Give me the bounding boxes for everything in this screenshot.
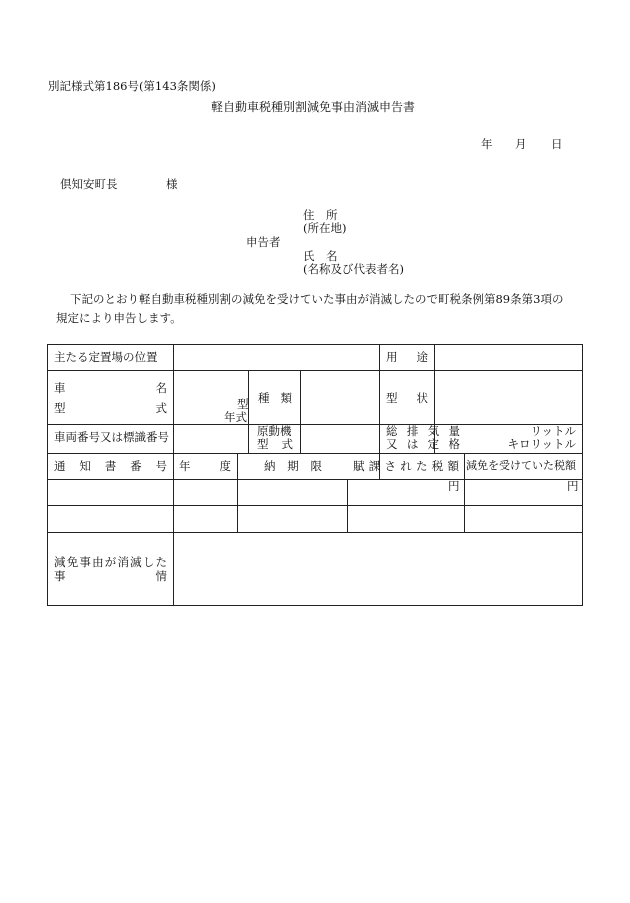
plate-number-label: 車両番号又は標識番号 <box>54 430 169 444</box>
notice-number-header: 通 知 書 番 号 <box>54 459 167 473</box>
reason-label-line-2: 事 情 <box>54 569 167 583</box>
honorific: 様 <box>166 177 178 191</box>
address-label: 住 所 <box>303 208 338 222</box>
addressee: 倶知安町長 <box>60 177 118 191</box>
usage-label: 用 途 <box>386 350 428 364</box>
model-year-label: 年式 <box>224 410 247 424</box>
unit-litre: リットル <box>530 424 576 438</box>
vehicle-model-label: 型 式 <box>54 401 167 415</box>
document-title: 軽自動車税種別割減免事由消滅申告書 <box>211 100 416 114</box>
kind-label: 種 類 <box>258 391 292 405</box>
date-day-label: 日 <box>551 137 563 151</box>
reason-label-line-1: 減 免 事 由 が 消 滅 し た <box>54 555 167 569</box>
date-month-label: 月 <box>515 137 527 151</box>
body-text-line-1: 下記のとおり軽自動車税種別割の減免を受けていた事由が消滅したので町税条例第89条第3項の <box>70 292 564 306</box>
shape-label: 型 状 <box>386 391 428 405</box>
tax-amount-header: 賦 課 さ れ た 税 額 <box>353 459 459 473</box>
name-label: 氏 名 <box>303 249 338 263</box>
displacement-label: 総 排 気 量 <box>386 424 460 438</box>
exempted-amount-header: 減免を受けていた税額 <box>466 459 576 472</box>
applicant-label: 申告者 <box>246 235 281 249</box>
engine-model-label: 型 式 <box>257 437 293 451</box>
fiscal-year-header: 年 度 <box>179 459 231 473</box>
date-year-label: 年 <box>481 137 493 151</box>
yen-unit-tax: 円 <box>448 479 460 493</box>
body-text-line-2: 規定により申告します。 <box>56 311 182 325</box>
vehicle-name-label: 車 名 <box>54 381 167 395</box>
payment-deadline-header: 納 期 限 <box>264 459 322 473</box>
location-label: 主たる定置場の位置 <box>54 350 158 364</box>
unit-kilolitre: キロリットル <box>507 437 576 451</box>
address-sub-label: (所在地) <box>303 221 347 235</box>
yen-unit-exempted: 円 <box>567 479 579 493</box>
name-sub-label: (名称及び代表者名) <box>303 262 404 276</box>
model-suffix-label: 型 <box>237 397 249 411</box>
form-number: 別記様式第186号(第143条関係) <box>48 79 216 93</box>
engine-label: 原動機 <box>257 424 292 438</box>
declaration-table <box>47 344 583 606</box>
rated-output-label: 又 は 定 格 <box>386 437 460 451</box>
